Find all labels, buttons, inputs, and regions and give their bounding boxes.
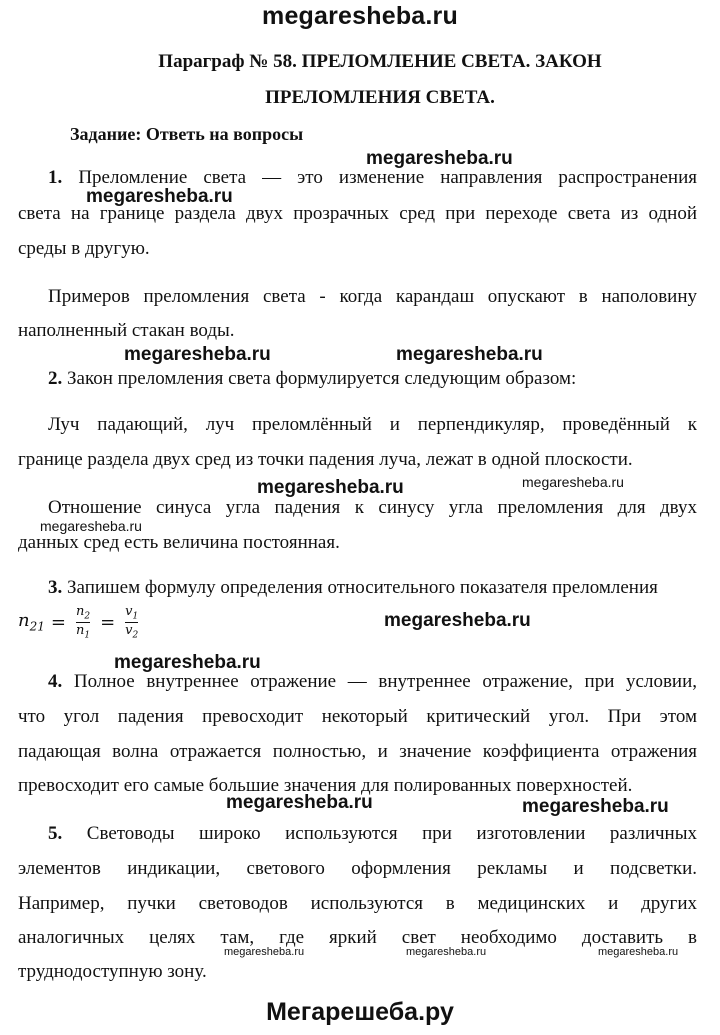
paragraph-2-line-1 (48, 368, 720, 390)
paragraph-1b-line-2: наполненный стакан воды. (18, 320, 235, 341)
paragraph-1b-line-1: Примеров преломления света - когда карандаш опускают в наполовину (48, 286, 697, 307)
watermark: megaresheba.ru (366, 148, 513, 169)
formula-lhs: $n_{21}$ (18, 610, 45, 634)
equals-sign: = (100, 611, 116, 633)
watermark: megaresheba.ru (522, 474, 624, 490)
equals-sign: = (50, 611, 66, 633)
paragraph-5-line-3: Например, пучки световодов используются в медицинских и других (18, 893, 697, 914)
watermark: megaresheba.ru (224, 946, 305, 958)
task-heading: Задание: Ответь на вопросы (70, 124, 304, 144)
watermark: megaresheba.ru (522, 796, 669, 817)
paragraph-2c-line-1: Отношение синуса угла падения к синусу угла преломления для двух (48, 497, 697, 518)
paragraph-1-line-3: среды в другую. (18, 238, 150, 259)
paragraph-5-line-5: труднодоступную зону. (18, 961, 207, 982)
watermark: megaresheba.ru (124, 344, 271, 365)
title-line-2: ПРЕЛОМЛЕНИЯ СВЕТА. (265, 87, 495, 108)
paragraph-4-line-2: что угол падения превосходит некоторый критический угол. При этом (18, 706, 697, 727)
paragraph-4-line-3: падающая волна отражается полностью, и значение коэффициента отражения (18, 741, 697, 762)
paragraph-4-line-4: превосходит его самые большие значения для полированных поверхностей. (18, 775, 633, 796)
watermark: megaresheba.ru (86, 186, 233, 207)
paragraph-4-line-1 (48, 671, 697, 693)
item-number: 5. (48, 823, 63, 844)
paragraph-2b-line-2: границе раздела двух сред из точки падения луча, лежат в одной плоскости. (18, 449, 633, 470)
watermark: megaresheba.ru (114, 652, 261, 673)
watermark: megaresheba.ru (384, 610, 531, 631)
text: Запишем формулу определения относительного показателя преломления (67, 577, 658, 598)
paragraph-5-line-1 (48, 823, 697, 845)
text: Закон преломления света формулируется следующим образом: (67, 368, 577, 389)
title-line-1: Параграф № 58. ПРЕЛОМЛЕНИЕ СВЕТА. ЗАКОН (158, 51, 602, 72)
watermark: megaresheba.ru (226, 792, 373, 813)
paragraph-1-line-1 (48, 167, 697, 189)
paragraph-2b-line-1: Луч падающий, луч преломлённый и перпендикуляр, проведённый к (48, 414, 697, 435)
watermark-top: megaresheba.ru (262, 2, 458, 30)
watermark: megaresheba.ru (40, 518, 142, 534)
refraction-index-formula (18, 604, 142, 640)
paragraph-5-line-4: аналогичных целях там, где яркий свет необходимо доставить в (18, 927, 697, 948)
page-title (120, 44, 640, 116)
item-number: 3. (48, 577, 63, 598)
fraction-n: $\frac{n_2}{n_1}$ (75, 604, 91, 641)
paragraph-1-line-2: света на границе раздела двух прозрачных сред при переходе света из одной (18, 203, 697, 224)
paragraph-5-line-2: элементов индикации, светового оформления рекламы и подсветки. (18, 858, 697, 879)
watermark: megaresheba.ru (598, 946, 679, 958)
watermark-bottom: Мегарешеба.ру (266, 998, 454, 1026)
watermark: megaresheba.ru (406, 946, 487, 958)
text: Полное внутреннее отражение — внутреннее отражение, при условии, (73, 671, 698, 692)
item-number: 4. (48, 671, 63, 692)
watermark: megaresheba.ru (396, 344, 543, 365)
text: Преломление света — это изменение направления распространения (78, 167, 697, 188)
fraction-v: $\frac{v_1}{v_2}$ (125, 604, 139, 641)
paragraph-3-line-1 (48, 577, 720, 599)
watermark: megaresheba.ru (257, 477, 404, 498)
paragraph-2c-line-2: данных сред есть величина постоянная. (18, 532, 340, 553)
item-number: 1. (48, 167, 63, 188)
text: Световоды широко используются при изготовлении различных (86, 823, 697, 844)
item-number: 2. (48, 368, 63, 389)
